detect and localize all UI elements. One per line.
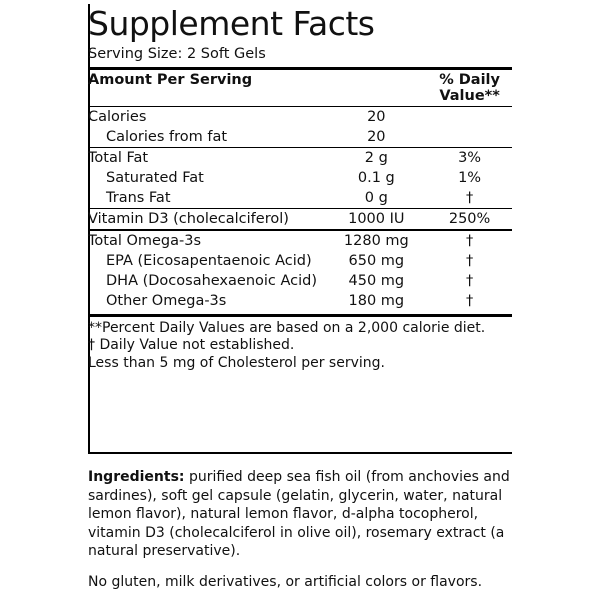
nutrient-name: Calories bbox=[88, 106, 325, 127]
table-row bbox=[88, 230, 512, 251]
nutrient-dv bbox=[427, 127, 512, 148]
nutrient-name: Trans Fat bbox=[106, 189, 171, 206]
nutrient-dv: † bbox=[427, 230, 512, 251]
allergen-note: No gluten, milk derivatives, or artificial colors or flavors. bbox=[88, 574, 483, 591]
nutrient-amount: 650 mg bbox=[348, 252, 405, 269]
table-row bbox=[88, 251, 512, 271]
serving-size: Serving Size: 2 Soft Gels bbox=[88, 46, 266, 63]
nutrient-dv bbox=[427, 106, 512, 127]
table-row bbox=[88, 106, 512, 127]
nutrient-amount: 20 bbox=[325, 106, 427, 127]
ingredients-paragraph bbox=[88, 468, 518, 561]
nutrient-dv: 3% bbox=[427, 147, 512, 168]
nutrient-amount: 1000 IU bbox=[325, 208, 427, 230]
table-row bbox=[88, 271, 512, 291]
nutrient-amount: 20 bbox=[367, 128, 386, 145]
table-row bbox=[88, 291, 512, 311]
nutrient-name: Saturated Fat bbox=[106, 169, 204, 186]
nutrient-amount: 0.1 g bbox=[357, 169, 395, 186]
table-row bbox=[88, 168, 512, 188]
nutrient-dv: 1% bbox=[458, 169, 482, 186]
nutrient-dv: † bbox=[465, 292, 474, 309]
nutrition-table bbox=[88, 67, 512, 311]
table-row bbox=[88, 127, 512, 148]
footnote-cholesterol: Less than 5 mg of Cholesterol per serving. bbox=[88, 354, 385, 371]
nutrient-name: Other Omega-3s bbox=[106, 292, 227, 309]
footnote-dagger: † Daily Value not established. bbox=[88, 337, 295, 354]
nutrient-amount: 1280 mg bbox=[325, 230, 427, 251]
footnotes bbox=[88, 314, 512, 373]
nutrient-dv: † bbox=[465, 252, 474, 269]
nutrient-name: Total Fat bbox=[88, 147, 325, 168]
nutrient-amount: 450 mg bbox=[348, 272, 405, 289]
nutrient-dv: † bbox=[465, 189, 474, 206]
nutrient-name: Calories from fat bbox=[106, 128, 228, 145]
nutrient-dv: 250% bbox=[427, 208, 512, 230]
nutrient-amount: 0 g bbox=[364, 189, 388, 206]
nutrition-table-body bbox=[88, 68, 512, 311]
ingredients-body: purified deep sea fish oil (from anchovies and sardines), soft gel capsule (gelatin, glycerin, water, natural lemon flavor), natural lemon flavor, d-alpha tocopherol, vitamin D3 (cholecalciferol in olive oil), rosemary extract (a natural preservative). bbox=[88, 469, 510, 560]
nutrient-name: Vitamin D3 (cholecalciferol) bbox=[88, 208, 325, 230]
ingredients-label: Ingredients: bbox=[88, 469, 185, 485]
page-title: Supplement Facts bbox=[88, 4, 375, 43]
nutrient-dv: † bbox=[465, 272, 474, 289]
nutrient-name: DHA (Docosahexaenoic Acid) bbox=[106, 272, 318, 289]
ingredients-section bbox=[88, 468, 518, 604]
column-header-amount: Amount Per Serving bbox=[88, 68, 325, 106]
column-header-daily-value: % Daily Value** bbox=[427, 68, 512, 106]
supplement-facts-panel bbox=[88, 6, 512, 372]
nutrient-name: EPA (Eicosapentaenoic Acid) bbox=[106, 252, 312, 269]
table-header-row bbox=[88, 68, 512, 106]
table-row bbox=[88, 188, 512, 209]
nutrient-amount: 2 g bbox=[325, 147, 427, 168]
table-row bbox=[88, 208, 512, 230]
column-header-spacer bbox=[325, 68, 427, 106]
nutrient-amount: 180 mg bbox=[348, 292, 405, 309]
footnote-percent-dv: **Percent Daily Values are based on a 2,000 calorie diet. bbox=[88, 319, 486, 336]
table-row bbox=[88, 147, 512, 168]
nutrient-name: Total Omega-3s bbox=[88, 230, 325, 251]
